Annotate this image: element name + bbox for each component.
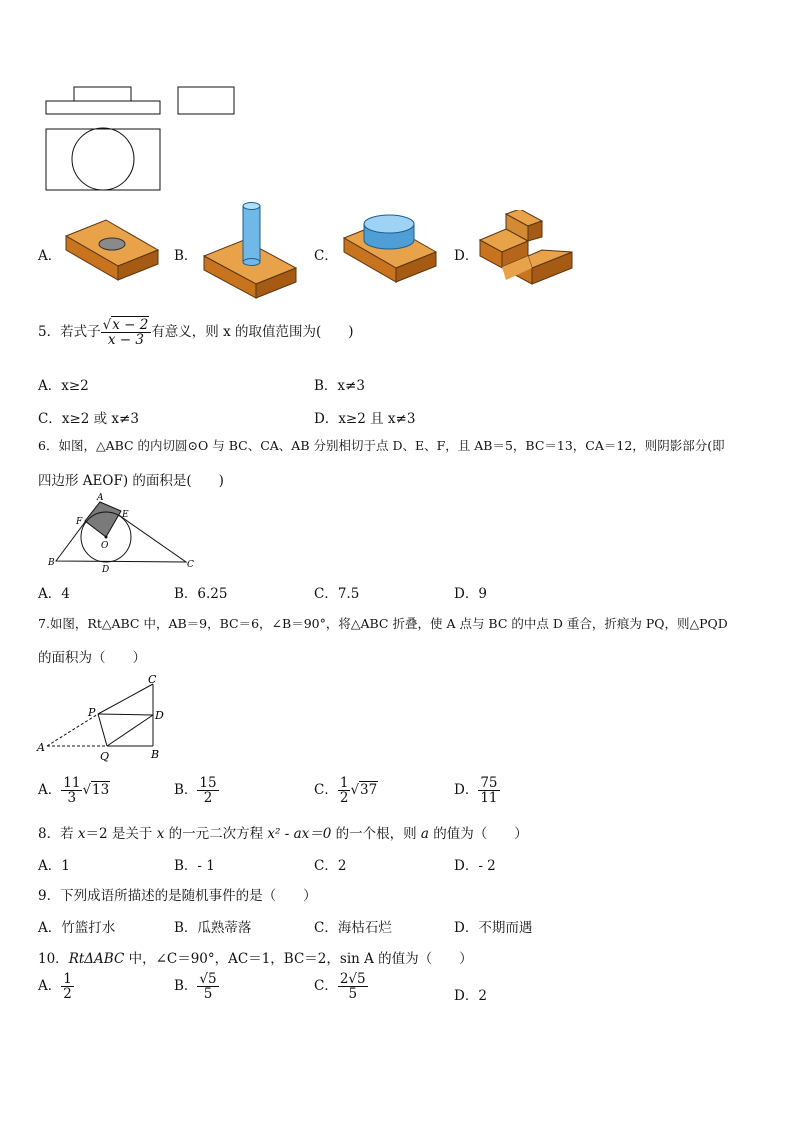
q7-option-b-fraction xyxy=(197,776,218,805)
q8-option-a: A．1 xyxy=(38,858,70,874)
q10-triangle: RtΔABC xyxy=(68,951,125,967)
q10-stem xyxy=(38,947,473,967)
q6-option-d: D．9 xyxy=(454,586,487,602)
q6-option-a: A．4 xyxy=(38,586,70,602)
q7-option-d-den: 11 xyxy=(480,790,498,807)
q6-label-b: B xyxy=(48,558,55,568)
q7-option-a: A． $\frac{11}{3}$ √13 xyxy=(38,775,110,807)
q4-option-b-figure xyxy=(200,200,300,304)
q6-option-c: C．7.5 xyxy=(314,586,360,602)
q7-option-c-letter: C． xyxy=(314,782,338,799)
q10-option-c-num: 2√5 xyxy=(339,971,366,987)
q7-option-a-den: 3 xyxy=(67,790,77,807)
q7-option-b xyxy=(174,776,219,805)
q7-option-a-letter: A． xyxy=(38,782,62,799)
q6-label-d: D xyxy=(102,565,110,574)
q10-option-c xyxy=(314,972,368,1001)
q7-option-b-letter: B． xyxy=(174,782,198,799)
q7-option-a-num: 11 xyxy=(63,775,81,791)
q7-stem-line2: 的面积为（ ） xyxy=(38,650,146,666)
q6-stem-line2: 四边形 AEOF) 的面积是( ) xyxy=(38,473,224,489)
q10-option-b-den: 5 xyxy=(203,986,213,1003)
q7-label-b: B xyxy=(151,748,160,761)
q8-text-e: 的值为（ ） xyxy=(428,826,528,842)
q8-var-x: x xyxy=(77,826,86,842)
q10-option-b-num: √5 xyxy=(199,971,217,987)
q7-label-a: A xyxy=(37,741,45,754)
q8-option-b: B．- 1 xyxy=(174,858,215,874)
q10-option-a-fraction xyxy=(61,972,74,1001)
q4-option-d-label: D． xyxy=(454,248,479,264)
q4-option-d-figure xyxy=(476,210,576,294)
q4-option-c-figure xyxy=(340,210,440,290)
q9-option-d: D．不期而遇 xyxy=(454,920,533,936)
q10-prefix: 10． xyxy=(38,951,69,967)
q6-option-b: B．6.25 xyxy=(174,586,228,602)
q4-option-a-figure xyxy=(62,214,162,284)
q7-label-c: C xyxy=(148,673,157,686)
q7-option-b-num: 15 xyxy=(199,775,217,791)
q8-var-a: a xyxy=(420,826,429,842)
q5-numerator-radicand: x − 2 xyxy=(112,317,149,333)
q4-option-b-label: B． xyxy=(174,248,198,264)
q5-option-d: D．x≥2 且 x≠3 xyxy=(314,411,416,427)
q5-stem xyxy=(38,318,354,347)
front-view-base xyxy=(46,101,160,114)
q8-var-x2: x xyxy=(156,826,165,842)
q9-option-b: B．瓜熟蒂落 xyxy=(174,920,252,936)
q8-text-c: 的一元二次方程 xyxy=(164,826,268,842)
top-view-circle xyxy=(72,128,134,190)
q10-option-a xyxy=(38,972,74,1001)
top-view-rect xyxy=(46,129,160,190)
front-view-top xyxy=(74,87,131,101)
q5-option-c: C．x≥2 或 x≠3 xyxy=(38,411,139,427)
three-view-figure xyxy=(40,84,240,196)
q10-option-d-value: 2 xyxy=(478,988,487,1004)
q7-label-q: Q xyxy=(100,750,110,763)
q10-option-c-den: 5 xyxy=(348,986,358,1003)
q9-stem: 9．下列成语所描述的是随机事件的是（ ） xyxy=(38,888,317,904)
q8-text-a: 8．若 xyxy=(38,826,78,842)
q5-option-a: A．x≥2 xyxy=(38,378,89,394)
q8-equation: x² - ax＝0 xyxy=(267,826,332,842)
q5-numerator: √x − 2 xyxy=(101,318,152,333)
q7-option-c-radicand: 37 xyxy=(360,782,378,799)
q10-option-b xyxy=(174,972,219,1001)
q8-option-d: D．- 2 xyxy=(454,858,496,874)
q7-option-a-radicand: 13 xyxy=(92,782,110,799)
q6-label-o: O xyxy=(101,541,109,551)
q8-option-c: C．2 xyxy=(314,858,347,874)
q7-option-c: C． $\frac{1}{2}$ √37 xyxy=(314,775,378,807)
q7-option-d-fraction xyxy=(478,776,499,805)
q5-option-b: B．x≠3 xyxy=(314,378,365,394)
side-view xyxy=(178,87,234,114)
q7-label-d: D xyxy=(155,709,164,722)
q6-label-a: A xyxy=(97,493,104,503)
q7-label-p: P xyxy=(88,706,96,719)
q4-option-c-label: C． xyxy=(314,248,338,264)
q10-option-d xyxy=(454,984,487,1004)
q7-stem-line1: 7.如图，Rt△ABC 中，AB＝9，BC＝6，∠B＝90°，将△ABC 折叠，使 A 点与 BC 的中点 D 重合，折痕为 PQ，则△PQD xyxy=(38,616,728,631)
q7-option-c-num: 1 xyxy=(339,775,349,791)
q10-option-c-letter: C． xyxy=(314,978,338,995)
q5-denominator: x − 3 xyxy=(107,332,144,349)
q9-option-c: C．海枯石烂 xyxy=(314,920,392,936)
q8-text-d: 的一个根，则 xyxy=(331,826,421,842)
q10-text: 中，∠C＝90°，AC＝1，BC＝2，sin A 的值为（ ） xyxy=(124,951,473,967)
q10-option-c-fraction xyxy=(338,972,368,1001)
q8-text-b: ＝2 是关于 xyxy=(85,826,157,842)
q10-option-a-den: 2 xyxy=(63,986,72,1003)
q7-option-c-fraction xyxy=(338,776,351,805)
q10-option-b-letter: B． xyxy=(174,978,198,995)
q7-figure xyxy=(34,672,174,764)
q6-label-e: E xyxy=(122,510,129,520)
q10-option-a-num: 1 xyxy=(63,971,72,987)
q5-prefix: 5．若式子 xyxy=(38,324,101,341)
q5-fraction xyxy=(101,318,152,347)
q7-option-a-fraction xyxy=(61,776,82,805)
q8-stem xyxy=(38,822,528,842)
q7-option-b-den: 2 xyxy=(203,790,213,807)
q7-option-d-num: 75 xyxy=(480,775,498,791)
q7-option-c-den: 2 xyxy=(339,790,349,807)
q10-option-b-fraction xyxy=(197,972,218,1001)
q10-option-a-letter: A． xyxy=(38,978,62,995)
q6-figure xyxy=(42,492,202,574)
q7-option-d-letter: D． xyxy=(454,782,479,799)
q6-label-f: F xyxy=(76,517,83,527)
q4-option-a-label: A． xyxy=(38,248,62,264)
q6-label-c: C xyxy=(187,560,194,570)
q10-option-d-letter: D． xyxy=(454,988,479,1004)
q9-option-a: A．竹篮打水 xyxy=(38,920,116,936)
q5-suffix: 有意义，则 x 的取值范围为( ) xyxy=(151,324,354,341)
q7-option-d xyxy=(454,776,500,805)
q6-stem-line1: 6．如图，△ABC 的内切圆⊙O 与 BC、CA、AB 分别相切于点 D、E、F，且 AB＝5，BC＝13，CA＝12，则阴影部分(即 xyxy=(38,438,725,453)
